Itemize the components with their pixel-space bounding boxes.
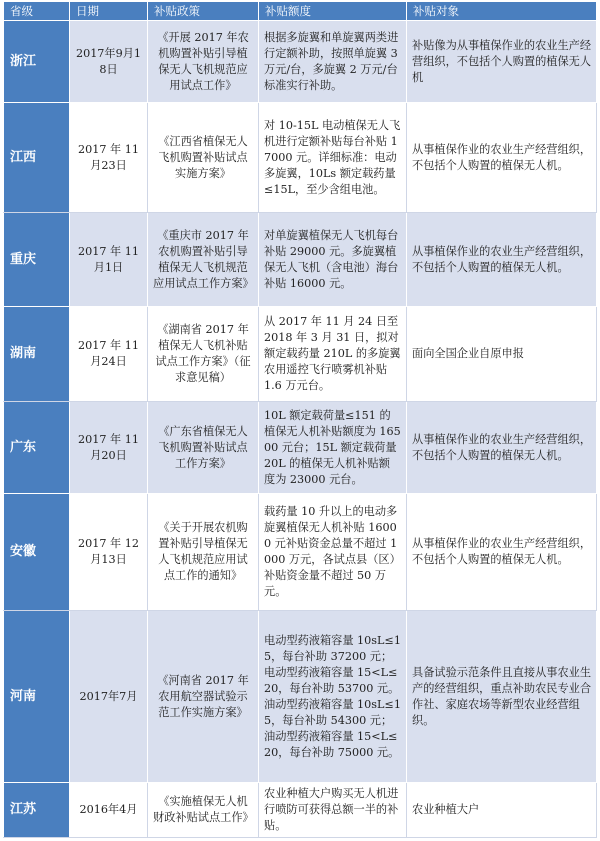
subsidy-policy-table [3,1,597,838]
row-date: 2016年4月 [70,783,148,838]
table-header-row [4,2,597,21]
row-amount: 从 2017 年 11 月 24 日至 2018 年 3 月 31 日，拟对额定载药量 210L 的多旋翼农用遥控飞行喷雾机补贴 1.6 万元台。 [259,307,407,402]
row-policy: 《实施植保无人机财政补贴试点工作》 [148,783,259,838]
row-policy: 《河南省 2017 年农用航空器试验示范工作实施方案》 [148,611,259,783]
row-amount: 电动型药液箱容量 10sL≤15，每台补助 37200 元；电动型药液箱容量 15<L≤ 20，每台补助 53700 元。油动型药液箱容量 10sL≤15，每台补助 54300 元；油动型药液箱容量 15<L≤20，每台补助 75000 元。 [259,611,407,783]
header-policy: 补贴政策 [148,2,259,21]
row-province: 安徽 [4,494,70,611]
table-row [4,213,597,307]
row-date: 2017 年 11月20日 [70,402,148,494]
row-target: 补贴像为从事植保作业的农业生产经营组织，不包括个人购置的植保无人机 [407,21,597,103]
header-date: 日期 [70,2,148,21]
row-date: 2017 年 12月13日 [70,494,148,611]
row-amount: 对单旋翼植保无人飞机每台补贴 29000 元。多旋翼植保无人飞机（含电池）海台补贴 16000 元。 [259,213,407,307]
table-row [4,402,597,494]
row-province: 湖南 [4,307,70,402]
row-policy: 《广东省植保无人飞机购置补贴试点工作方案》 [148,402,259,494]
row-date: 2017 年 11月23日 [70,103,148,213]
row-date: 2017年7月 [70,611,148,783]
row-province: 重庆 [4,213,70,307]
row-target: 从事植保作业的农业生产经营组织，不包括个人购置的植保无人机。 [407,402,597,494]
row-policy: 《重庆市 2017 年农机购置补贴引导植保无人飞机规范应用试点工作方案》 [148,213,259,307]
header-province: 省级 [4,2,70,21]
row-policy: 《开展 2017 年农机购置补贴引导植保无人飞机规范应用试点工作》 [148,21,259,103]
row-target: 从事植保作业的农业生产经营组织，不包括个人购置的植保无人机。 [407,494,597,611]
row-target: 具备试验示范条件且直接从事农业生产的经营组织，重点补助农民专业合作社、家庭农场等新型农业经营组织。 [407,611,597,783]
row-province: 江苏 [4,783,70,838]
row-target: 从事植保作业的农业生产经营组织，不包括个人购置的植保无人机。 [407,213,597,307]
header-target: 补贴对象 [407,2,597,21]
row-policy: 《江西省植保无人飞机购置补贴试点实施方案》 [148,103,259,213]
row-province: 河南 [4,611,70,783]
row-amount: 农业种植大户购买无人机进行喷防可获得总额一半的补贴。 [259,783,407,838]
row-province: 广东 [4,402,70,494]
table-row [4,103,597,213]
row-date: 2017年9月18日 [70,21,148,103]
row-date: 2017 年 11月1日 [70,213,148,307]
table-row [4,783,597,838]
row-amount: 对 10-15L 电动植保无人飞机进行定额补贴每台补贴 17000 元。详细标准：电动多旋翼，10Ls 额定载药量≤15L，至少含组电池。 [259,103,407,213]
table-row [4,21,597,103]
row-target: 农业种植大户 [407,783,597,838]
row-policy: 《湖南省 2017 年植保无人飞机补贴试点工作方案》（征求意见稿） [148,307,259,402]
row-amount: 根据多旋翼和单旋翼两类进行定额补助，按照单旋翼 3 万元/台，多旋翼 2 万元/台标准实行补助。 [259,21,407,103]
row-date: 2017 年 11月24日 [70,307,148,402]
header-amount: 补贴额度 [259,2,407,21]
row-province: 浙江 [4,21,70,103]
row-policy: 《关于开展农机购置补贴引导植保无人飞机规范应用试点工作的通知》 [148,494,259,611]
table-row [4,494,597,611]
row-amount: 载药量 10 升以上的电动多旋翼植保无人机补贴 16000 元补贴资金总量不超过 1000 万元，各试点县（区）补贴资金量不超过 50 万元。 [259,494,407,611]
row-target: 从事植保作业的农业生产经营组织，不包括个人购置的植保无人机。 [407,103,597,213]
table-row [4,307,597,402]
row-amount: 10L 额定载荷量≤151 的植保无人机补贴额度为 16500 元台；15L 额定载荷量 20L 的植保无人机补贴额度为 23000 元台。 [259,402,407,494]
table-row [4,611,597,783]
row-province: 江西 [4,103,70,213]
row-target: 面向全国企业自原申报 [407,307,597,402]
